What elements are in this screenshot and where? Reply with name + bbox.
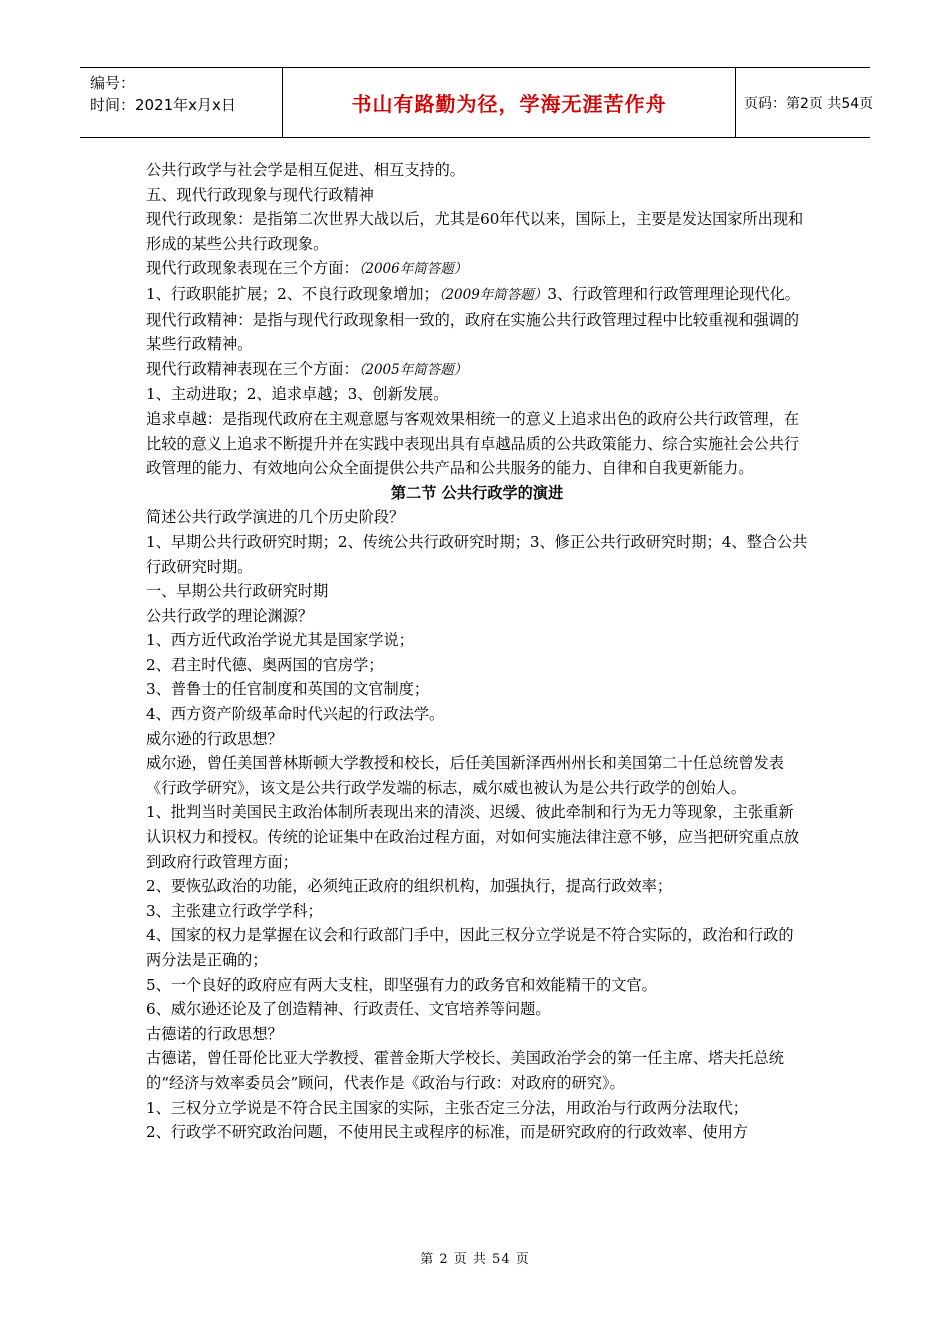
paragraph	[146, 923, 808, 972]
paragraph-text: 1、早期公共行政研究时期；2、传统公共行政研究时期；3、修正公共行政研究时期；4、整合公共行政研究时期。	[146, 532, 808, 576]
page-info-cell	[736, 68, 874, 137]
paragraph-text: 现代行政精神表现在三个方面：	[146, 359, 359, 378]
exam-note: （2009年简答题）	[438, 286, 548, 303]
paragraph-text: 2、要恢弘政治的功能，必须纯正政府的组织机构，加强执行，提高行政效率；	[146, 877, 673, 896]
exam-note: （2005年简答题）	[358, 361, 468, 378]
paragraph-text: 3、主张建立行政学学科；	[146, 901, 323, 920]
paragraph-text: 1、主动进取；2、追求卓越；3、创新发展。	[146, 385, 449, 404]
paragraph	[146, 282, 808, 308]
paragraph	[146, 382, 808, 407]
paragraph	[146, 256, 808, 282]
paragraph-text: 威尔逊，曾任美国普林斯顿大学教授和校长，后任美国新泽西州州长和美国第二十任总统曾发表《行政学研究》，该文是公共行政学发端的标志，威尔威也被认为是公共行政学的创始人。	[146, 754, 784, 797]
paragraph-text: 5、一个良好的政府应有两大支柱，即坚强有力的政务官和效能精干的文官。	[146, 975, 657, 994]
paragraph	[146, 751, 808, 800]
paragraph-text: 一、早期公共行政研究时期	[146, 582, 329, 601]
paragraph	[146, 207, 808, 256]
paragraph-text: 威尔逊的行政思想？	[146, 729, 283, 748]
paragraph	[146, 727, 808, 752]
paragraph-text: 现代行政精神：是指与现代行政现象相一致的，政府在实施公共行政管理过程中比较重视和强调的某些行政精神。	[146, 310, 800, 354]
paragraph	[146, 357, 808, 383]
paragraph	[146, 628, 808, 653]
paragraph	[146, 1120, 808, 1145]
paragraph-text: 五、现代行政现象与现代行政精神	[146, 185, 374, 204]
number-label: 编号：	[90, 74, 136, 92]
motto-cell	[282, 68, 736, 137]
paragraph	[146, 604, 808, 629]
paragraph	[146, 1096, 808, 1121]
header-info-cell	[80, 68, 282, 137]
paragraph-text: 1、批判当时美国民主政治体制所表现出来的清淡、迟缓、彼此牵制和行为无力等现象，主张重新认识权力和授权。传统的论证集中在政治过程方面，对如何实施法律注意不够，应当把研究重点放到政府行政管理方面；	[146, 803, 800, 871]
paragraph-text: 2、行政学不研究政治问题，不使用民主或程序的标准，而是研究政府的行政效率、使用方	[146, 1123, 748, 1142]
exam-note: （2006年简答题）	[358, 261, 468, 278]
paragraph-text: 1、行政职能扩展；2、不良行政现象增加；	[146, 284, 439, 303]
paragraph-text: 6、威尔逊还论及了创造精神、行政责任、文官培养等问题。	[146, 1000, 551, 1019]
paragraph-text: 现代行政现象：是指第二次世界大战以后，尤其是60年代以来，国际上，主要是发达国家所出现和形成的某些公共行政现象。	[146, 210, 804, 253]
paragraph-text: 第二节 公共行政学的演进	[390, 483, 564, 502]
paragraph-text: 公共行政学的理论渊源？	[146, 606, 314, 625]
page-info-text: 页码：第2页 共54页	[744, 95, 874, 112]
paragraph	[146, 183, 808, 208]
motto-text: 书山有路勤为径，学海无涯苦作舟	[351, 92, 667, 116]
page-footer: 第 2 页 共 54 页	[420, 1252, 530, 1267]
paragraph-text: 1、三权分立学说是不符合民主国家的实际，主张否定三分法，用政治与行政两分法取代；	[146, 1098, 748, 1117]
paragraph	[146, 579, 808, 604]
paragraph	[146, 158, 808, 183]
paragraph	[146, 899, 808, 924]
paragraph-text-continued: 3、行政管理和行政管理理论现代化。	[547, 284, 800, 303]
paragraph	[146, 1022, 808, 1047]
paragraph-text: 古德诺，曾任哥伦比亚大学教授、霍普金斯大学校长、美国政治学会的第一任主席、塔夫托总统的“经济与效率委员会”顾问，代表作是《政治与行政：对政府的研究》。	[146, 1049, 784, 1092]
paragraph	[146, 653, 808, 678]
paragraph-text: 现代行政现象表现在三个方面：	[146, 259, 359, 278]
paragraph-text: 古德诺的行政思想？	[146, 1024, 283, 1043]
paragraph-text: 简述公共行政学演进的几个历史阶段？	[146, 508, 405, 527]
paragraph	[146, 677, 808, 702]
paragraph	[146, 505, 808, 530]
paragraph	[146, 702, 808, 727]
document-body	[146, 158, 808, 1145]
paragraph-text: 公共行政学与社会学是相互促进、相互支持的。	[146, 161, 465, 179]
paragraph	[146, 1046, 808, 1095]
paragraph	[146, 308, 808, 357]
paragraph-text: 4、西方资产阶级革命时代兴起的行政法学。	[146, 705, 445, 724]
paragraph	[146, 530, 808, 579]
page-header	[80, 67, 874, 138]
paragraph	[146, 997, 808, 1022]
paragraph-text: 1、西方近代政治学说尤其是国家学说；	[146, 631, 414, 650]
date-line: 时间：2021年x月x日	[90, 96, 236, 114]
paragraph-text: 追求卓越：是指现代政府在主观意愿与客观效果相统一的意义上追求出色的政府公共行政管理，在比较的意义上追求不断提升并在实践中表现出具有卓越品质的公共政策能力、综合实施社会公共行政管理的能力、有效地向公众全面提供公共产品和公共服务的能力、自律和自我更新能力。	[146, 409, 800, 478]
section-heading	[146, 481, 808, 506]
paragraph	[146, 800, 808, 874]
paragraph-text: 3、普鲁士的任官制度和英国的文官制度；	[146, 680, 430, 699]
paragraph	[146, 407, 808, 481]
paragraph-text: 4、国家的权力是掌握在议会和行政部门手中，因此三权分立学说是不符合实际的，政治和行政的两分法是正确的；	[146, 926, 794, 969]
paragraph-text: 2、君主时代德、奥两国的官房学；	[146, 655, 384, 674]
paragraph	[146, 973, 808, 998]
paragraph	[146, 874, 808, 899]
